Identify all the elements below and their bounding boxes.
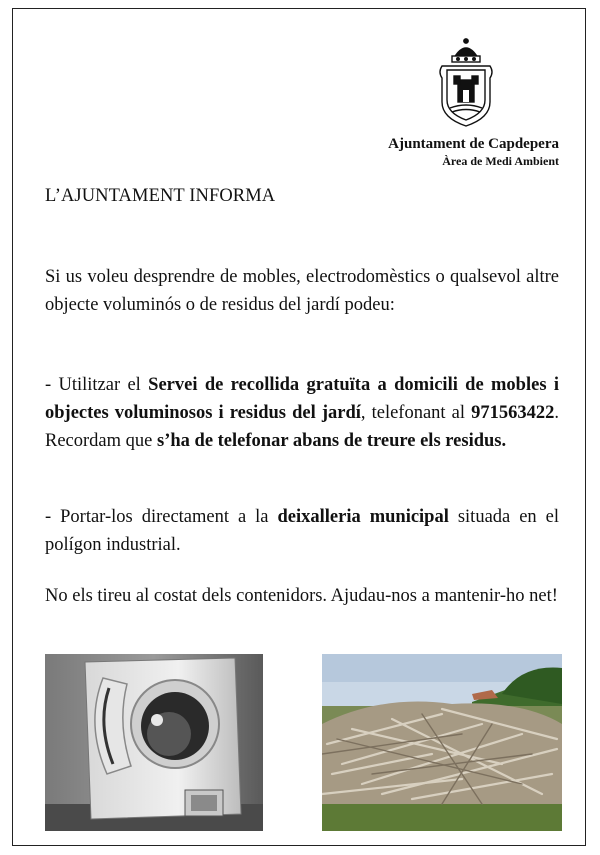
- department-name: Àrea de Medi Ambient: [442, 154, 559, 168]
- option2-text-2: situada en el polígon industrial.: [45, 507, 560, 555]
- option2-text-1: - Portar-los directament a la: [45, 507, 278, 527]
- option-collection-service: [45, 371, 559, 455]
- organization-header: [388, 135, 559, 169]
- call-before-note: s’ha de telefonar abans de treure els residus.: [157, 431, 507, 451]
- option1-text-1: - Utilitzar el: [45, 375, 149, 395]
- option1-text-2: , telefonant al: [360, 403, 472, 423]
- closing-paragraph: No els tireu al costat dels contenidors. Ajudau-nos a mantenir-ho net!: [45, 586, 558, 606]
- recycling-centre-name: deixalleria municipal: [277, 507, 449, 527]
- coat-of-arms-icon: [434, 36, 498, 130]
- intro-paragraph: Si us voleu desprendre de mobles, electrodomèstics o qualsevol altre objecte voluminós o de residus del jardí podeu:: [45, 267, 559, 315]
- option1-text-3: . Recordam que: [45, 403, 559, 451]
- organization-name: Ajuntament de Capdepera: [388, 136, 559, 152]
- notice-heading: L’AJUNTAMENT INFORMA: [45, 186, 276, 206]
- service-name: Servei de recollida gratuïta a domicili de mobles i objectes voluminosos i residus del jardí: [45, 375, 559, 423]
- washing-machine-photo: [45, 654, 263, 831]
- phone-number: 971563422: [471, 403, 555, 423]
- option-recycling-centre: [45, 503, 559, 559]
- garden-branches-photo: [322, 654, 562, 831]
